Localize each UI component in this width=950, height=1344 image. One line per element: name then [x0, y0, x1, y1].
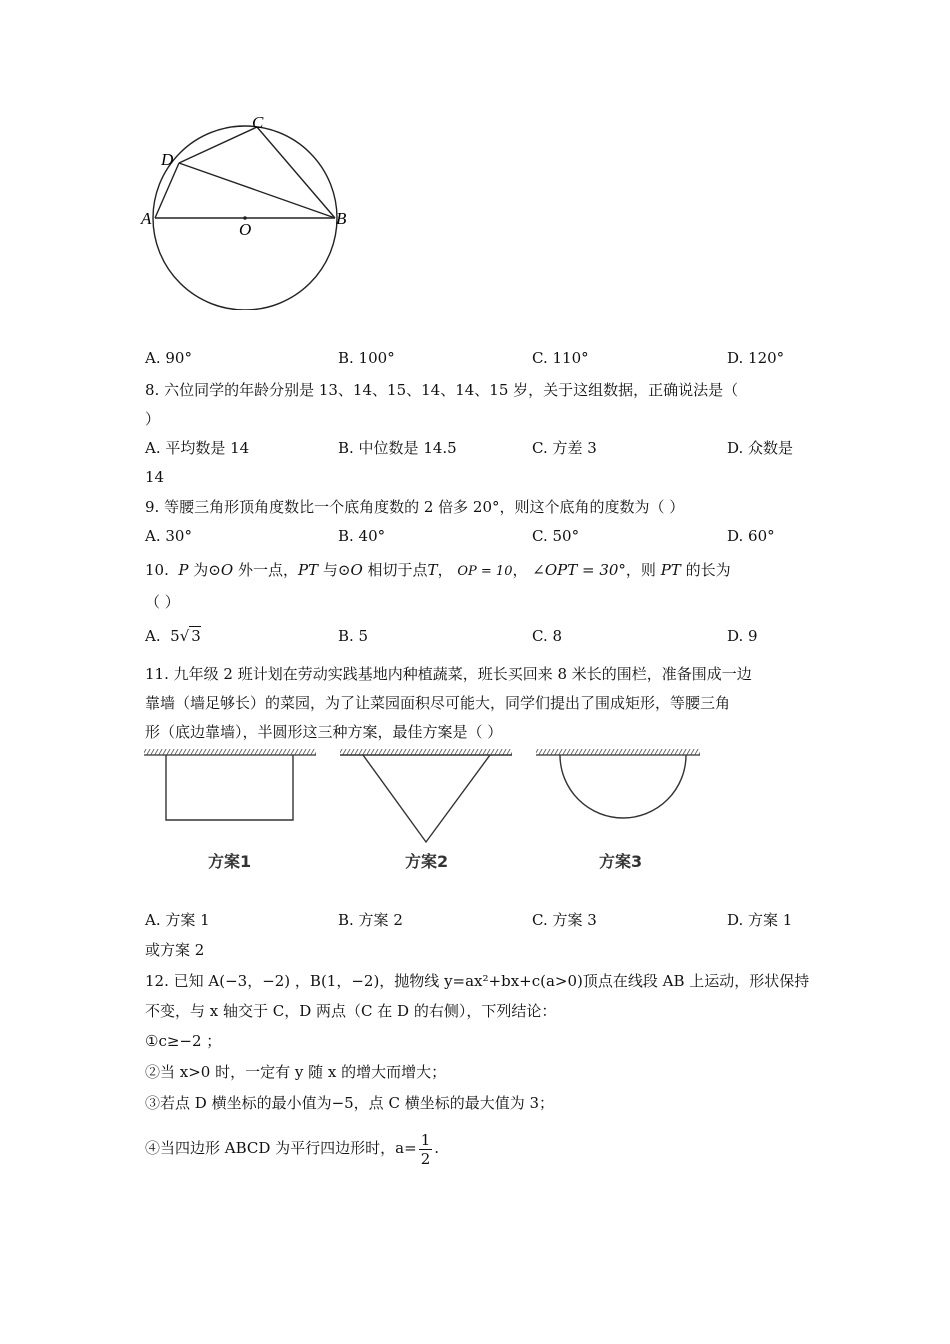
q11-option-a: A. 方案 1 — [145, 911, 210, 929]
segment-ad — [155, 163, 179, 218]
q9-option-c: C. 50° — [532, 527, 580, 545]
q10-option-a-radicand: 3 — [191, 627, 201, 645]
semicircle-fence — [560, 755, 686, 818]
q12-conclusion-3: ③若点 D 横坐标的最小值为−5，点 C 横坐标的最大值为 3； — [145, 1094, 555, 1112]
q10-sep2: ， — [512, 561, 528, 579]
q12-conclusion-2: ②当 x>0 时，一定有 y 随 x 的增大而增大； — [145, 1063, 447, 1081]
q8-stem-line1: 8. 六位同学的年龄分别是 13、14、15、14、14、15 岁，关于这组数据，正确说法是（ — [145, 381, 739, 399]
fraction-one-half — [419, 1131, 433, 1168]
q7-option-c: C. 110° — [532, 349, 589, 367]
q7-circle-figure — [135, 110, 365, 310]
q7-option-a: A. 90° — [145, 349, 192, 367]
q11-option-b: B. 方案 2 — [338, 911, 403, 929]
label-o: O — [239, 220, 252, 239]
q10-op-equation: OP = 10 — [457, 564, 513, 579]
q9-option-b: B. 40° — [338, 527, 386, 545]
q10-text-6: 的长为 — [685, 561, 731, 579]
q8-option-b: B. 中位数是 14.5 — [338, 439, 457, 457]
q11-stem-line3: 形（底边靠墙），半圆形这三种方案，最佳方案是（ ） — [145, 723, 503, 741]
q10-var-p: P — [178, 561, 189, 579]
fraction-numerator: 1 — [420, 1130, 431, 1149]
q10-text-2: 外一点， — [237, 561, 298, 579]
label-a: A — [141, 209, 152, 228]
q10-text-1: 为⊙ — [193, 561, 221, 579]
q8-option-c: C. 方差 3 — [532, 439, 597, 457]
q10-text-4: 相切于点 — [367, 561, 428, 579]
scheme-3-label: 方案3 — [599, 852, 643, 871]
q10-angle-equation: ∠OPT = 30° — [532, 561, 626, 579]
q12-conclusion-4 — [145, 1128, 439, 1172]
q12-stem-line1: 12. 已知 A(−3，−2) ，B(1，−2)，抛物线 y=ax²+bx+c(a>0)顶点在线段 AB 上运动，形状保持 — [145, 972, 810, 990]
q10-var-pt2: PT — [660, 561, 681, 579]
q9-option-a: A. 30° — [145, 527, 192, 545]
q11-option-d-wrap: 或方案 2 — [145, 941, 205, 959]
q12-conclusion-4-end: . — [434, 1139, 440, 1157]
label-d: D — [161, 150, 174, 169]
q12-stem-line2: 不变，与 x 轴交于 C，D 两点（C 在 D 的右侧），下列结论： — [145, 1002, 557, 1020]
q10-var-t: T — [427, 561, 438, 579]
rectangle-fence — [166, 755, 293, 820]
label-c: C — [252, 113, 264, 132]
q10-option-c: C. 8 — [532, 627, 563, 645]
q10-stem-line2: （ ） — [145, 593, 180, 611]
wall-2 — [340, 749, 512, 755]
q11-option-c: C. 方案 3 — [532, 911, 597, 929]
q10-sep: ， — [437, 561, 453, 579]
q10-number: 10. — [145, 561, 169, 579]
sqrt-icon: √ — [179, 627, 190, 645]
segment-dc — [179, 127, 257, 163]
q7-option-b: B. 100° — [338, 349, 395, 367]
q10-var-o2: O — [350, 561, 363, 579]
q10-option-a-coef: 5 — [170, 627, 180, 645]
label-b: B — [336, 209, 347, 228]
q12-conclusion-1: ①c≥−2 ； — [145, 1032, 222, 1050]
q10-option-b: B. 5 — [338, 627, 369, 645]
q10-option-d: D. 9 — [727, 627, 758, 645]
q10-option-a — [145, 626, 201, 646]
q10-text-3: 与⊙ — [322, 561, 351, 579]
q11-option-d: D. 方案 1 — [727, 911, 793, 929]
wall-1 — [144, 749, 316, 755]
q8-stem-line2: ） — [145, 410, 161, 428]
fraction-denominator: 2 — [420, 1149, 431, 1168]
q11-stem-line1: 11. 九年级 2 班计划在劳动实践基地内种植蔬菜，班长买回来 8 米长的围栏，准备围成一边 — [145, 665, 752, 683]
q10-stem-line1 — [145, 560, 731, 582]
scheme-2-label: 方案2 — [405, 852, 449, 871]
triangle-fence — [363, 755, 490, 842]
q8-option-a: A. 平均数是 14 — [145, 439, 250, 457]
q9-option-d: D. 60° — [727, 527, 775, 545]
q8-option-d-wrap: 14 — [145, 468, 165, 486]
q10-text-5: ，则 — [625, 561, 656, 579]
q12-conclusion-4-text: ④当四边形 ABCD 为平行四边形时，a= — [145, 1139, 417, 1157]
q11-stem-line2: 靠墙（墙足够长）的菜园，为了让菜园面积尽可能大，同学们提出了围成矩形，等腰三角 — [145, 694, 731, 712]
q10-option-a-prefix: A. — [145, 627, 161, 645]
q8-option-d: D. 众数是 — [727, 439, 794, 457]
q10-var-o: O — [220, 561, 234, 579]
wall-3 — [536, 749, 700, 755]
q10-var-pt: PT — [297, 561, 319, 579]
q9-stem: 9. 等腰三角形顶角度数比一个底角度数的 2 倍多 20°，则这个底角的度数为（ ） — [145, 498, 685, 516]
scheme-1-label: 方案1 — [208, 852, 252, 871]
q7-option-d: D. 120° — [727, 349, 785, 367]
